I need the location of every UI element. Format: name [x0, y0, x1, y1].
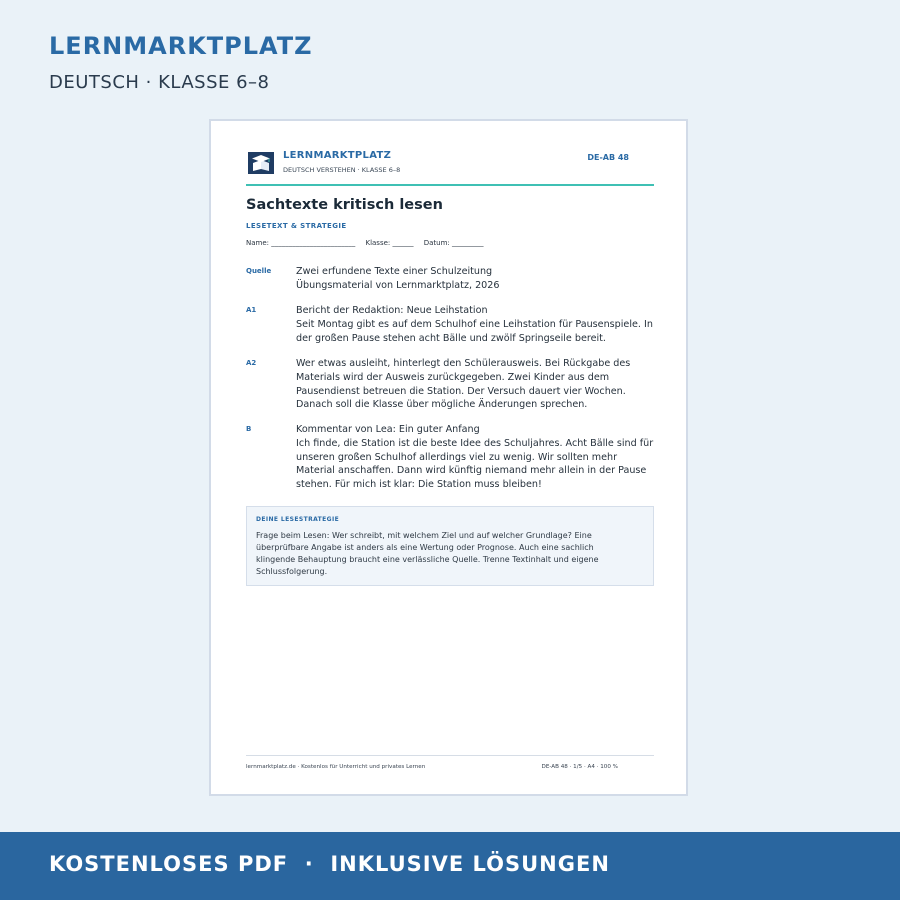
worksheet-title: Sachtexte kritisch lesen — [246, 197, 443, 213]
reading-strategy-box — [246, 506, 654, 586]
entry-text — [296, 357, 656, 412]
footer-left-text: lernmarktplatz.de · Kostenlos für Unterricht und privates Lernen — [246, 764, 426, 770]
text-line: Schlussfolgerung. — [256, 567, 328, 576]
text-line: unseren großen Schulhof allerdings viel zu wenig. Wir sollten mehr — [296, 451, 618, 463]
text-line: der großen Pause stehen acht Bälle und zwölf Springseile bereit. — [296, 332, 606, 344]
document-code: DE-AB 48 — [587, 153, 629, 162]
brand-title: LERNMARKTPLATZ — [49, 32, 313, 60]
worksheet-content — [246, 121, 654, 794]
text-line: Kommentar von Lea: Ein guter Anfang — [296, 424, 480, 435]
section-label: LESETEXT & STRATEGIE — [246, 222, 347, 230]
text-line: Wer etwas ausleiht, hinterlegt den Schülerausweis. Bei Rückgabe des — [296, 358, 631, 369]
entry-label: Quelle — [246, 267, 272, 275]
promo-banner-text: KOSTENLOSES PDF · INKLUSIVE LÖSUNGEN — [49, 852, 610, 876]
date-field: Datum: _________ — [423, 239, 484, 247]
entry-text — [296, 304, 656, 345]
worksheet-header — [246, 149, 654, 185]
name-field: Name: ________________________ — [246, 239, 356, 247]
text-line: überprüfbare Angabe ist anders als eine Wertung oder Prognose. Auch eine sachlich — [256, 543, 594, 552]
brand-subtitle: DEUTSCH · KLASSE 6–8 — [49, 72, 270, 93]
entry-label: B — [246, 425, 252, 433]
text-line: klingende Behauptung braucht eine verlässliche Quelle. Trenne Textinhalt und eigene — [256, 555, 599, 564]
entry-label: A1 — [246, 306, 257, 314]
footer-right-text: DE-AB 48 · 1/5 · A4 · 100 % — [541, 764, 618, 770]
text-line: Material anschaffen. Dann wird künftig niemand mehr allein in der Pause — [296, 465, 647, 477]
worksheet-preview — [209, 119, 688, 796]
promo-banner — [0, 832, 900, 900]
text-line: Zwei erfundene Texte einer Schulzeitung — [296, 266, 493, 277]
text-line: Seit Montag gibt es auf dem Schulhof eine Leihstation für Pausenspiele. In — [296, 318, 653, 330]
text-line: stehen. Für mich ist klar: Die Station muss bleiben! — [296, 479, 542, 491]
footer-divider — [246, 755, 654, 756]
header-subtitle: DEUTSCH VERSTEHEN · KLASSE 6–8 — [283, 166, 401, 174]
header-divider — [246, 184, 654, 186]
entry-text — [296, 423, 656, 492]
class-field: Klasse: ______ — [365, 239, 414, 247]
book-with-graduation-cap-icon — [248, 152, 274, 174]
text-line: Danach soll die Klasse über mögliche Änderungen sprechen. — [296, 399, 588, 411]
student-info-fields — [246, 239, 492, 247]
text-line: Bericht der Redaktion: Neue Leihstation — [296, 305, 488, 316]
text-line: Pausendienst betreuen die Station. Der Versuch dauert vier Wochen. — [296, 385, 626, 397]
text-line: Übungsmaterial von Lernmarktplatz, 2026 — [296, 279, 500, 291]
text-line: Frage beim Lesen: Wer schreibt, mit welchem Ziel und auf welcher Grundlage? Eine — [256, 531, 592, 540]
text-line: Materials wird der Ausweis zurückgegeben. Zwei Kinder aus dem — [296, 371, 610, 383]
strategy-title: DEINE LESESTRATEGIE — [256, 516, 340, 523]
text-line: Ich finde, die Station ist die beste Idee des Schuljahres. Acht Bälle sind für — [296, 437, 654, 449]
header-brand: LERNMARKTPLATZ — [283, 150, 392, 161]
entry-text — [296, 265, 656, 293]
entry-label: A2 — [246, 359, 257, 367]
strategy-text — [256, 530, 648, 578]
